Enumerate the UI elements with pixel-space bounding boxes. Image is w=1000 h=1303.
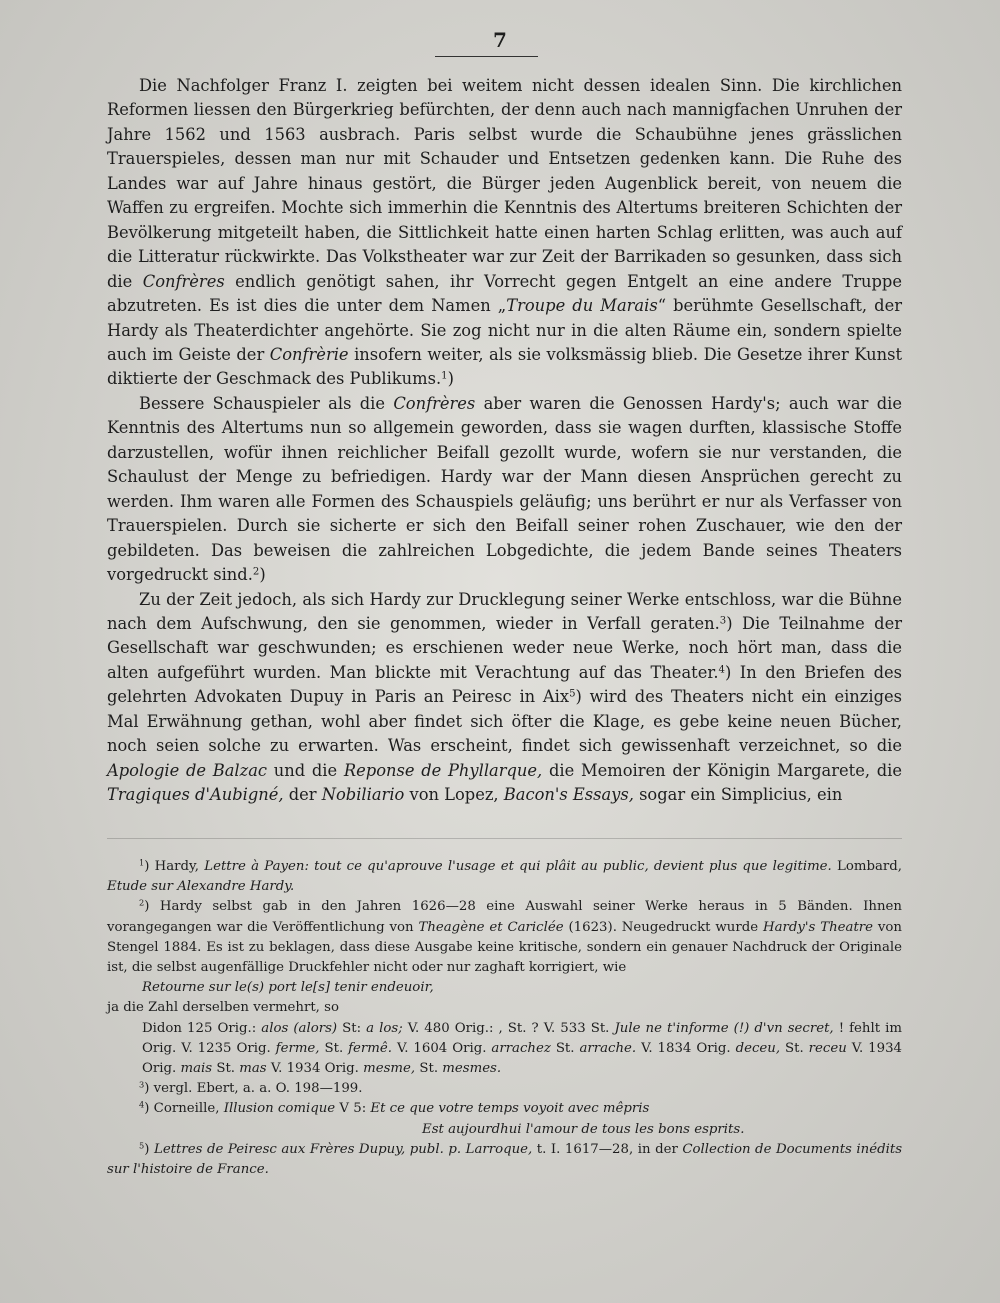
paragraph-3: Zu der Zeit jedoch, als sich Hardy zur Drucklegung seiner Werke entschloss, war die Bühne nach dem Aufschwung, den sie genommen, wieder in Verfall geraten.$^3$) Die Teilnahme der Gesellschaft war geschwunden; es erschienen weder neue Werke, noch hört man, dass die alten aufgeführt wurden. Man blickte mit Verachtung auf das Theater.$^4$) In den Briefen des gelehrten Advokaten Dupuy in Paris an Peiresc in Aix$^5$) wird des Theaters nicht ein einziges Mal Erwähnung gethan, wohl aber findet sich öfter die Klage, es gebe keine neuen Bücher, noch seien solche zu erwarten. Was erscheint, findet sich gewissenhaft verzeichnet, so die Apologie de Balzac und die Reponse de Phyllarque, die Memoiren der Königin Margarete, die Tragiques d'Aubigné, der Nobiliario von Lopez, Bacon's Essays, sogar ein Simplicius, ein bbox=[107, 589, 903, 805]
footnote-5: $^5$) Lettres de Peiresc aux Frères Dupuy, publ. p. Larroque, t. I. 1617—28, in der Collection de Documents inédits sur l'histoire de France. bbox=[107, 1140, 903, 1178]
footnote-ref-4: 4 bbox=[718, 664, 725, 676]
footnote-2-continuation: ja die Zahl derselben vermehrt, so bbox=[107, 1000, 339, 1016]
paragraph-1: Die Nachfolger Franz I. zeigten bei weitem nicht dessen idealen Sinn. Die kirchlichen Reformen liessen den Bürgerkrieg befürchten, der denn auch nach mannigfachen Unruhen der Jahre 1562 und 1563 ausbrach. Paris selbst wurde die Schaubühne jenes grässlichen Trauerspieles, dessen man nur mit Schauder und Entsetzen gedenken kann. Die Ruhe des Landes war auf Jahre hinaus gestört, die Bürger jeden Augenblick bereit, von neuem die Waffen zu ergreifen. Mochte sich immerhin die Kenntnis des Altertums breiteren Schichten der Bevölkerung mitgeteilt haben, die Sittlichkeit hatte einen harten Schlag erlitten, was auch auf die Litteratur rückwirkte. Das Volkstheater war zur Zeit der Barrikaden so gesunken, dass sich die Confrères endlich genötigt sahen, ihr Vorrecht gegen Entgelt an eine andere Truppe abzutreten. Es ist dies die unter dem Namen „Troupe du Marais“ berühmte Gesellschaft, der Hardy als Theaterdichter angehörte. Sie zog nicht nur in die alten Räume ein, sondern spielte auch im Geiste der Confrèrie insofern weiter, als sie volksmässig blieb. Die Gesetze ihrer Kunst diktierte der Geschmack des Publikums.$^1$) bbox=[107, 76, 902, 389]
footnote-1: $^1$) Hardy, Lettre à Payen: tout ce qu'aprouve l'usage et qui plâit au public, devient plus que legitime. Lombard, Etude sur Alexandre Hardy. bbox=[107, 857, 902, 895]
footnote-3: $^3$) vergl. Ebert, a. a. O. 198—199. bbox=[139, 1079, 363, 1097]
header-rule bbox=[435, 56, 538, 57]
footnotes bbox=[107, 857, 902, 1180]
body-text bbox=[107, 74, 902, 808]
footnote-2-verse: Retourne sur le(s) port le[s] tenir endeuoir, bbox=[142, 980, 434, 996]
footnote-ref-2: 2 bbox=[252, 566, 260, 578]
paragraph-2: Bessere Schauspieler als die Confrères aber waren die Genossen Hardy's; auch war die Kenntnis des Altertums nun so allgemein geworden, dass sie wagen durften, klassische Stoffe darzustellen, wofür ihnen reichlicher Beifall gezollt wurde, wofern sie nur verstanden, die Schaulust der Menge zu befriedigen. Hardy war der Mann diesen Ansprüchen gerecht zu werden. Ihm waren alle Formen des Schauspiels geläufig; uns berührt er nur als Verfasser von Trauerspielen. Durch sie sicherte er sich den Beifall seiner rohen Zuschauer, wie den der gebildeten. Das beweisen die zahlreichen Lobgedichte, die jedem Bande seines Theaters vorgedruckt sind.$^2$) bbox=[107, 393, 902, 585]
footnote-ref-3: 3 bbox=[719, 615, 727, 627]
footnote-4: $^4$) Corneille, Illusion comique V 5: Et ce que votre temps voyoit avec mêpris bbox=[139, 1099, 650, 1117]
footnote-4-verse: Est aujourdhui l'amour de tous les bons esprits. bbox=[422, 1121, 745, 1137]
footnote-2-errata: Didon 125 Orig.: alos (alors) St: a los; V. 480 Orig.: , St. ? V. 533 St. Jule ne t'informe (!) d'vn secret, ! fehlt im Orig. V. 1235 Orig. ferme, St. fermê. V. 1604 Orig. arrachez St. arrache. V. 1834 Orig. deceu, St. receu V. 1934 Orig. mais St. mas V. 1934 Orig. mesme, St. mesmes. bbox=[142, 1020, 903, 1077]
footnote-2: $^2$) Hardy selbst gab in den Jahren 1626—28 eine Auswahl seiner Werke heraus in 5 Bänden. Ihnen vorangegangen war die Veröffentlichung von Theagène et Cariclée (1623). Neugedruckt wurde Hardy's Theatre von Stengel 1884. Es ist zu beklagen, dass diese Ausgabe keine kritische, sondern ein genauer Nachdruck der Originale ist, die selbst augenfällige Druckfehler nicht oder nur zaghaft korrigiert, wie bbox=[107, 897, 902, 976]
page-number: 7 bbox=[493, 28, 507, 52]
footnote-ref-1: 1 bbox=[441, 370, 448, 382]
footnote-ref-5: 5 bbox=[569, 688, 576, 700]
footnote-separator bbox=[107, 838, 902, 839]
